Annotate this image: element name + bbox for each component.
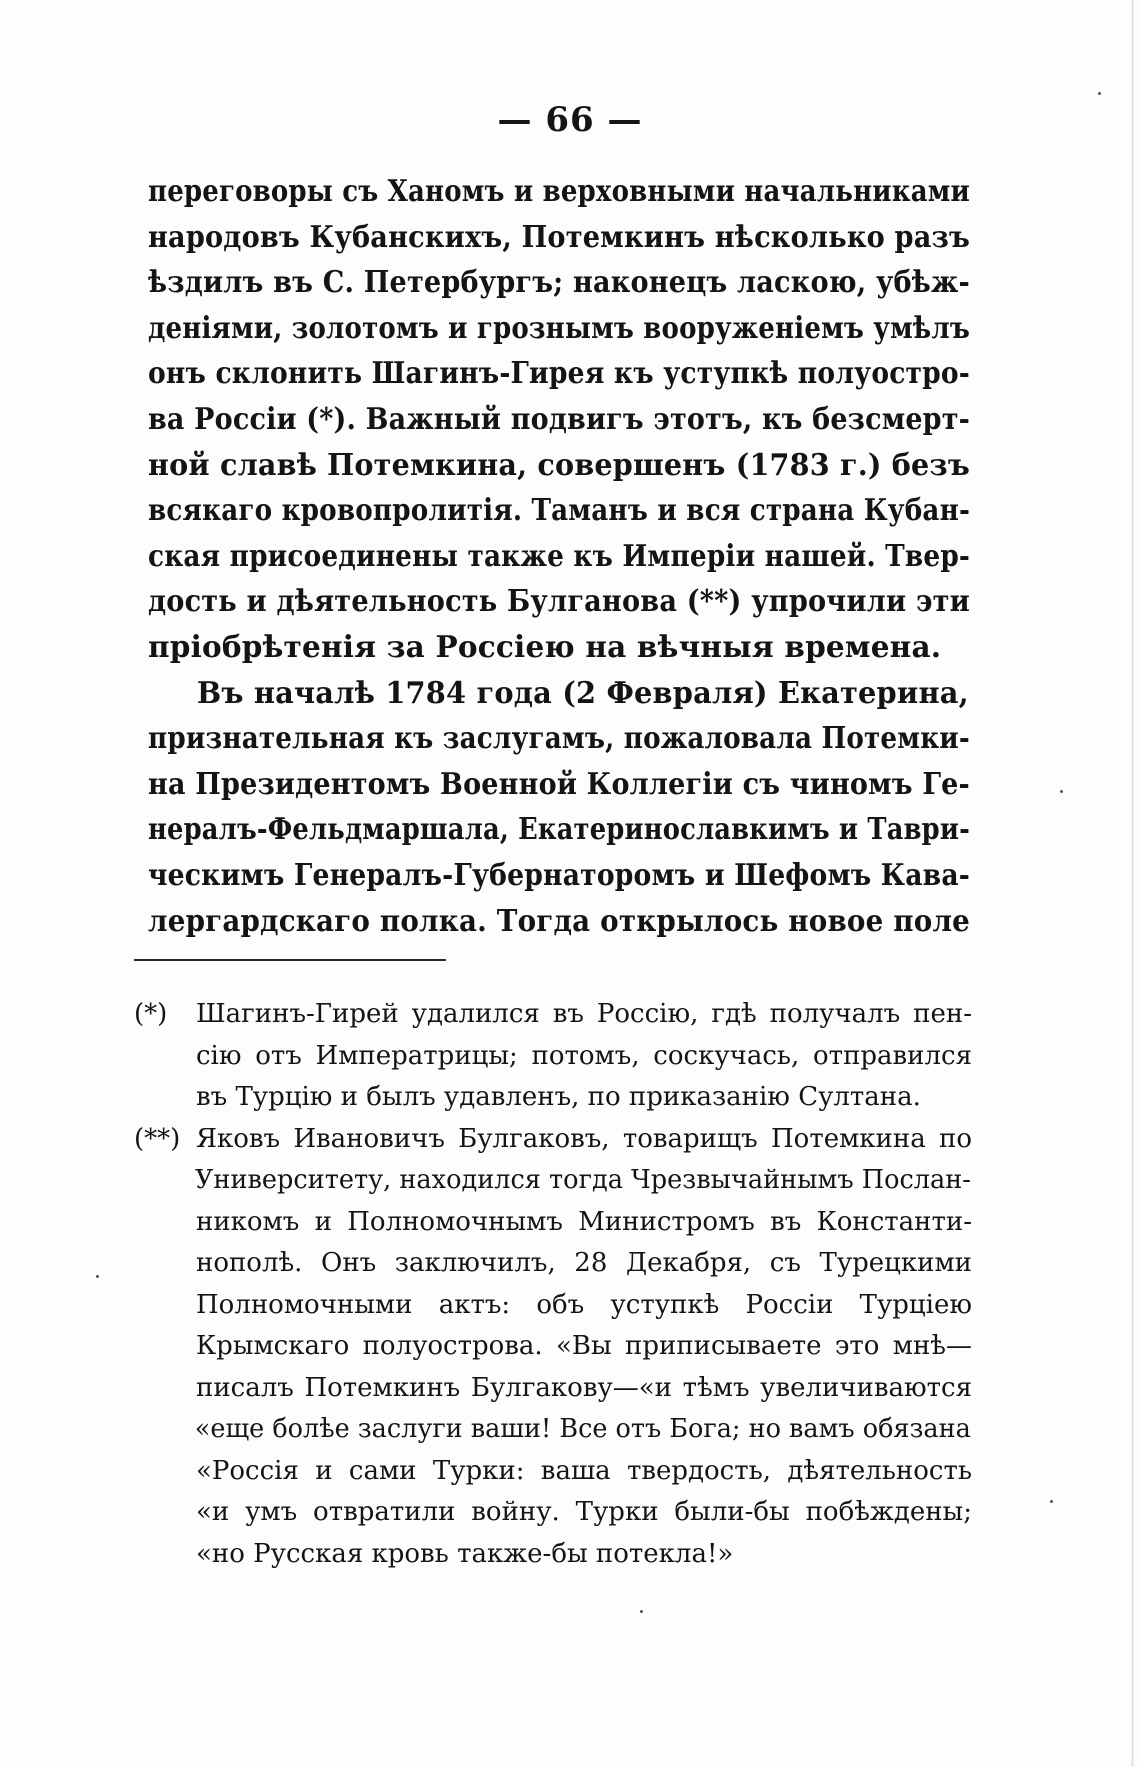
footnote-1 (134, 994, 972, 1119)
footnote-line: Крымскаго полуострова. «Вы приписываете это мнѣ— (196, 1331, 972, 1361)
scan-speck (1098, 92, 1101, 95)
main-text (148, 168, 970, 943)
scan-speck (1060, 790, 1063, 793)
scan-speck (640, 1610, 643, 1613)
paragraph-start-line: Въ началѣ 1784 года (2 Февраля) Екатерина, (196, 674, 969, 710)
text-line: на Президентомъ Военной Коллегіи съ чиномъ Ге- (148, 765, 970, 801)
footnote-line: сію отъ Императрицы; потомъ, соскучась, отправился (196, 1040, 972, 1071)
text-line: ва Россіи (*). Важный подвигъ этотъ, къ безсмерт- (148, 400, 971, 436)
footnotes (134, 994, 972, 1575)
text-line: народовъ Кубанскихъ, Потемкинъ нѣсколько разъ (148, 218, 971, 254)
footnote-line: «и умъ отвратили войну. Турки были-бы побѣждены; (196, 1497, 972, 1527)
text-line: всякаго кровопролитія. Таманъ и вся страна Кубан- (148, 492, 971, 528)
footnote-line: никомъ и Полномочнымъ Министромъ въ Константи- (196, 1206, 972, 1237)
text-line: ной славѣ Потемкина, совершенъ (1783 г.) безъ (148, 446, 970, 482)
page-number: — 66 — (497, 100, 643, 140)
footnote-line: Университету, находился тогда Чрезвычайнымъ Послан- (194, 1165, 971, 1195)
footnote-marker: (**) (134, 1123, 181, 1154)
footnote-line: нополѣ. Онъ заключилъ, 28 Декабря, съ Турецкими (196, 1248, 972, 1278)
text-line: ская присоединены также къ Имперіи нашей. Твер- (148, 537, 971, 573)
text-line: лергардскаго полка. Тогда открылось новое поле (148, 902, 971, 938)
footnote-marker: (*) (134, 999, 168, 1029)
scan-speck (96, 1275, 99, 1278)
scan-speck (1050, 1500, 1053, 1503)
footnote-line: Яковъ Ивановичъ Булгаковъ, товарищъ Потемкина по (196, 1123, 972, 1154)
text-line: переговоры съ Ханомъ и верховными начальниками (148, 173, 970, 208)
footnote-line: въ Турцію и былъ удавленъ, по приказанію Султана. (196, 1082, 921, 1112)
footnote-line: Шагинъ-Гирей удалился въ Россію, гдѣ получалъ пен- (196, 999, 972, 1029)
text-line: дость и дѣятельность Булганова (**) упрочили эти (148, 583, 971, 619)
footnote-divider (134, 959, 446, 961)
scan-edge-shadow (1131, 0, 1134, 1767)
text-line: деніями, золотомъ и грознымъ вооруженіемъ умѣлъ (148, 309, 971, 345)
footnote-2 (134, 1119, 972, 1576)
text-line: пріобрѣтенія за Россіею на вѣчныя времена. (148, 628, 942, 664)
text-line: ѣздилъ въ С. Петербургъ; наконецъ ласкою, убѣж- (148, 264, 970, 300)
footnote-line: «но Русская кровь также-бы потекла!» (196, 1538, 734, 1569)
text-line: нералъ-Фельдмаршала, Екатеринославкимъ и Таври- (148, 811, 970, 847)
footnote-line: Полномочными актъ: объ уступкѣ Россіи Турціею (196, 1289, 972, 1320)
text-line: признательная къ заслугамъ, пожаловала Потемки- (148, 720, 970, 756)
text-line: ческимъ Генералъ-Губернаторомъ и Шефомъ Кава- (148, 856, 971, 892)
footnote-line: писалъ Потемкинъ Булгакову—«и тѣмъ увеличиваются (196, 1372, 972, 1403)
text-line: онъ склонить Шагинъ-Гирея къ уступкѣ полуостро- (148, 355, 971, 391)
footnote-line: «Россія и сами Турки: ваша твердость, дѣятельность (196, 1455, 972, 1486)
footnote-line: «еще болѣе заслуги ваши! Все отъ Бога; но вамъ обязана (194, 1414, 971, 1444)
